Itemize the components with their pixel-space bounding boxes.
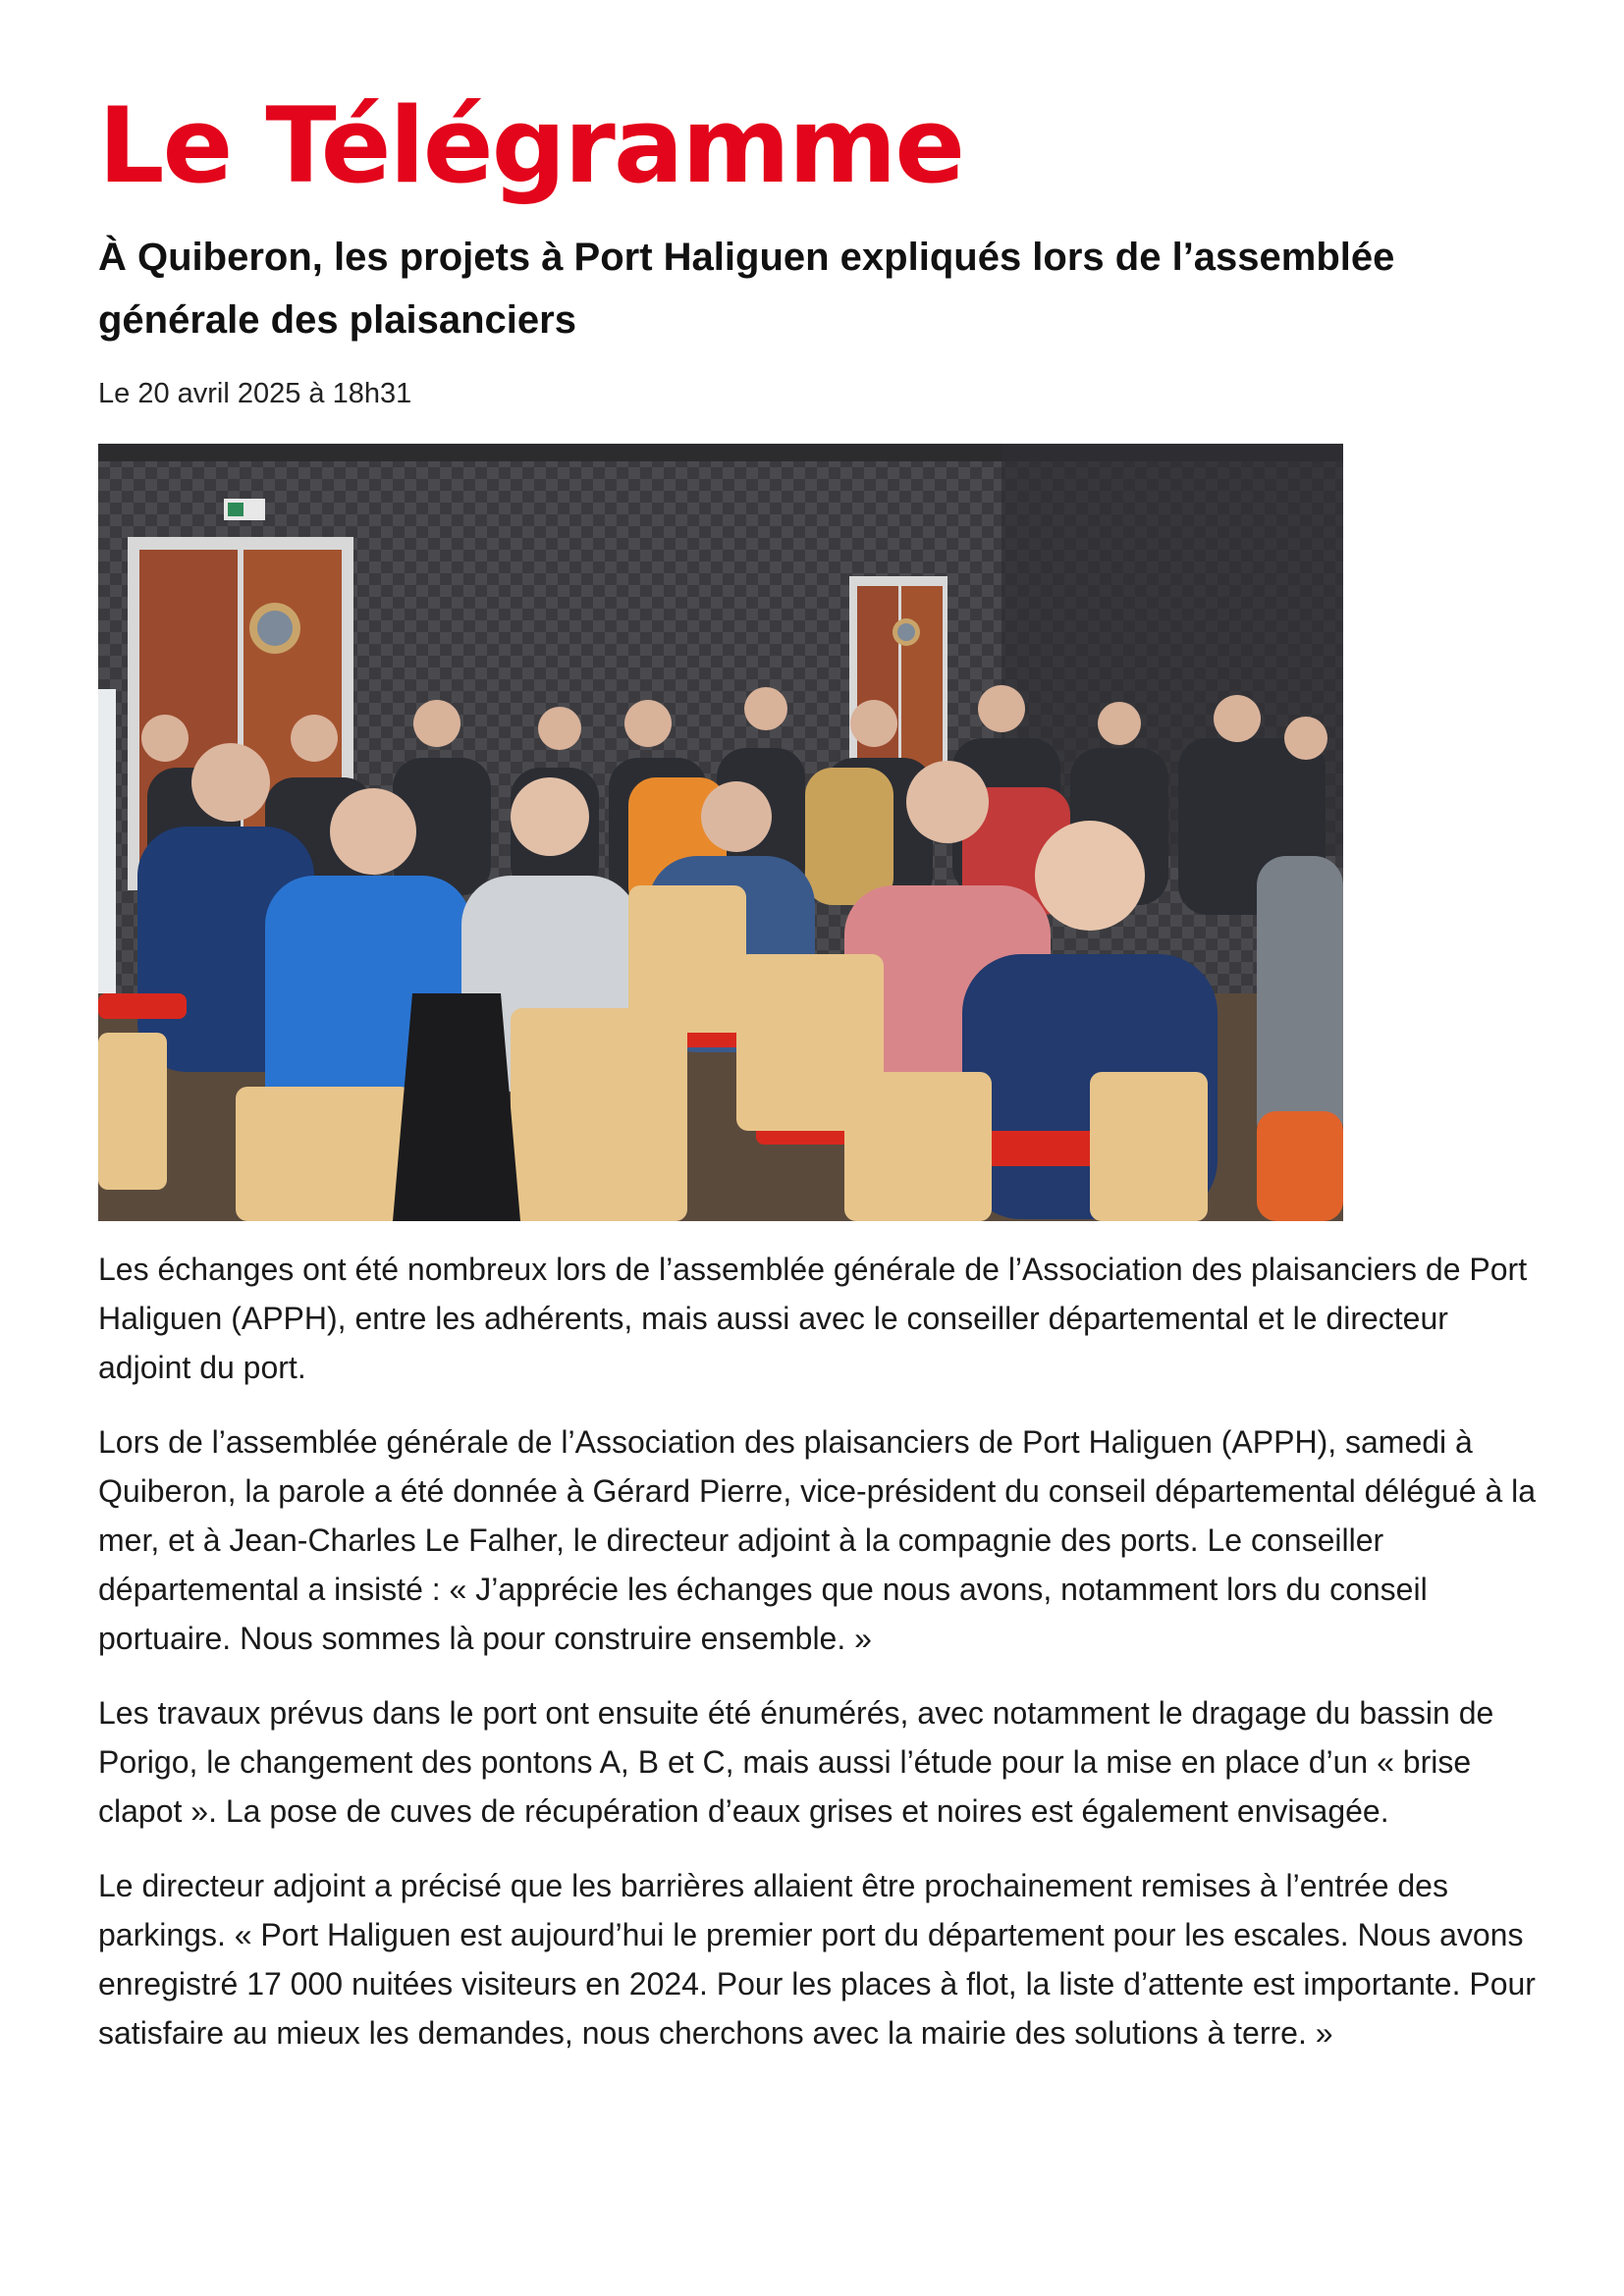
article-headline: À Quiberon, les projets à Port Haliguen expliqués lors de l’assemblée générale des plaisanciers (98, 236, 1395, 342)
article-paragraph: Le directeur adjoint a précisé que les barrières allaient être prochainement remises à l’entrée des parkings. « Port Haliguen est aujourd’hui le premier port du département pour les escales. Nous avons enregistré 17 000 nuitées visiteurs en 2024. Pour les places à flot, la liste d’attente est importante. Pour satisfaire au mieux les demandes, nous cherchons avec la mairie des solutions à terre. » (98, 1868, 1536, 2051)
newspaper-logo[interactable]: Le Télégramme (98, 85, 964, 206)
article-paragraph-lead: Les échanges ont été nombreux lors de l’assemblée générale de l’Association des plaisanciers de Port Haliguen (APPH), entre les adhérents, mais aussi avec le conseiller départemental et le directeur adjoint du port. (98, 1252, 1528, 1385)
article-dateline: Le 20 avril 2025 à 18h31 (98, 378, 412, 409)
article-photo (98, 444, 1343, 1221)
meeting-audience-photo-icon (98, 444, 1343, 1221)
article-body (98, 1245, 1542, 2083)
article-paragraph: Les travaux prévus dans le port ont ensuite été énumérés, avec notamment le dragage du bassin de Porigo, le changement des pontons A, B et C, mais aussi l’étude pour la mise en place d’un « brise clapot ». La pose de cuves de récupération d’eaux grises et noires est également envisagée. (98, 1695, 1494, 1829)
article-paragraph: Lors de l’assemblée générale de l’Association des plaisanciers de Port Haliguen (APPH), samedi à Quiberon, la parole a été donnée à Gérard Pierre, vice-président du conseil départemental délégué à la mer, et à Jean-Charles Le Falher, le directeur adjoint à la compagnie des ports. Le conseiller départemental a insisté : « J’apprécie les échanges que nous avons, notamment lors du conseil portuaire. Nous sommes là pour construire ensemble. » (98, 1424, 1537, 1656)
